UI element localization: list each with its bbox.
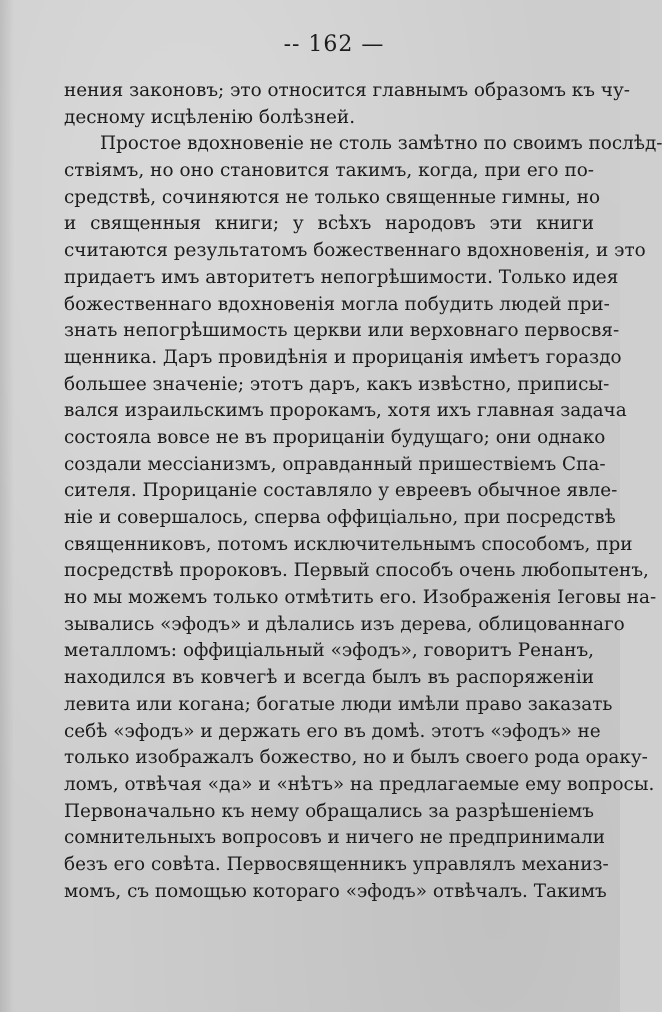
text-line: Простое вдохновенiе не столь замѣтно по своимъ послѣд-: [100, 133, 662, 155]
text-line: только изображалъ божество, но и былъ своего рода ораку-: [64, 747, 648, 769]
text-line: создали мессiанизмъ, оправданный пришествiемъ Спа-: [64, 453, 606, 475]
text-line: левита или когана; богатые люди имѣли право заказать: [64, 693, 613, 715]
text-line: зывались «эфодъ» и дѣлались изъ дерева, облицованнаго: [64, 613, 625, 635]
text-line: знать непогрѣшимость церкви или верховнаго первосвя-: [64, 320, 620, 342]
text-line: сомнительныхъ вопросовъ и ничего не предпринимали: [64, 827, 606, 849]
text-line: десному исцѣленiю болѣзней.: [64, 106, 356, 128]
text-line: нения законовъ; это относится главнымъ образомъ къ чу-: [64, 80, 630, 101]
text-line: находился въ ковчегѣ и всегда былъ въ распоряженiи: [64, 667, 594, 689]
text-line: средствѣ, сочиняются не только священные гимны, но: [64, 186, 601, 208]
text-line: вался израильскимъ пророкамъ, хотя ихъ главная задача: [64, 400, 627, 422]
text-line: щенника. Даръ провидѣнiя и прорицанiя имѣетъ гораздо: [64, 346, 622, 368]
text-line: нiе и совершалось, сперва оффицiально, при посредствѣ: [64, 507, 616, 528]
text-line: но мы можемъ только отмѣтить его. Изображенiя Iеговы на-: [64, 587, 657, 609]
page-gutter-shadow: [0, 0, 14, 1012]
text-line: металломъ: оффицiальный «эфодъ», говоритъ Ренанъ,: [64, 640, 594, 662]
text-line: безъ его совѣта. Первосвященникъ управлялъ механиз-: [64, 853, 609, 875]
body-text: [64, 78, 662, 905]
text-line: Первоначально къ нему обращались за разрѣшенiемъ: [64, 800, 594, 822]
text-line: придаетъ имъ авторитетъ непогрѣшимости. Только идея: [64, 266, 619, 288]
text-line: священниковъ, потомъ исключительнымъ способомъ, при: [64, 533, 633, 555]
text-line: божественнаго вдохновенiя могла побудить людей при-: [64, 293, 610, 315]
text-line: посредствѣ пророковъ. Первый способъ очень любопытенъ,: [64, 560, 649, 582]
text-line: ломъ, отвѣчая «да» и «нѣтъ» на предлагаемые ему вопросы.: [64, 773, 655, 795]
text-line: ствiямъ, но оно становится такимъ, когда, при его по-: [64, 160, 594, 182]
text-line: считаются результатомъ божественнаго вдохновенiя, и это: [64, 240, 646, 262]
text-line: себѣ «эфодъ» и держать его въ домѣ. этотъ «эфодъ» не: [64, 720, 601, 742]
text-line: момъ, съ помощью котораго «эфодъ» отвѣчалъ. Такимъ: [64, 880, 607, 902]
text-line: сителя. Прорицанiе составляло у евреевъ обычное явле-: [64, 480, 618, 502]
text-line: состояла вовсе не въ прорицанiи будущаго; они однако: [64, 426, 606, 448]
page-number: -- 162 —: [283, 32, 385, 57]
text-line: большее значенiе; этотъ даръ, какъ извѣстно, приписы-: [64, 373, 610, 395]
text-line: и священныя книги; у всѣхъ народовъ эти книги: [64, 213, 594, 235]
